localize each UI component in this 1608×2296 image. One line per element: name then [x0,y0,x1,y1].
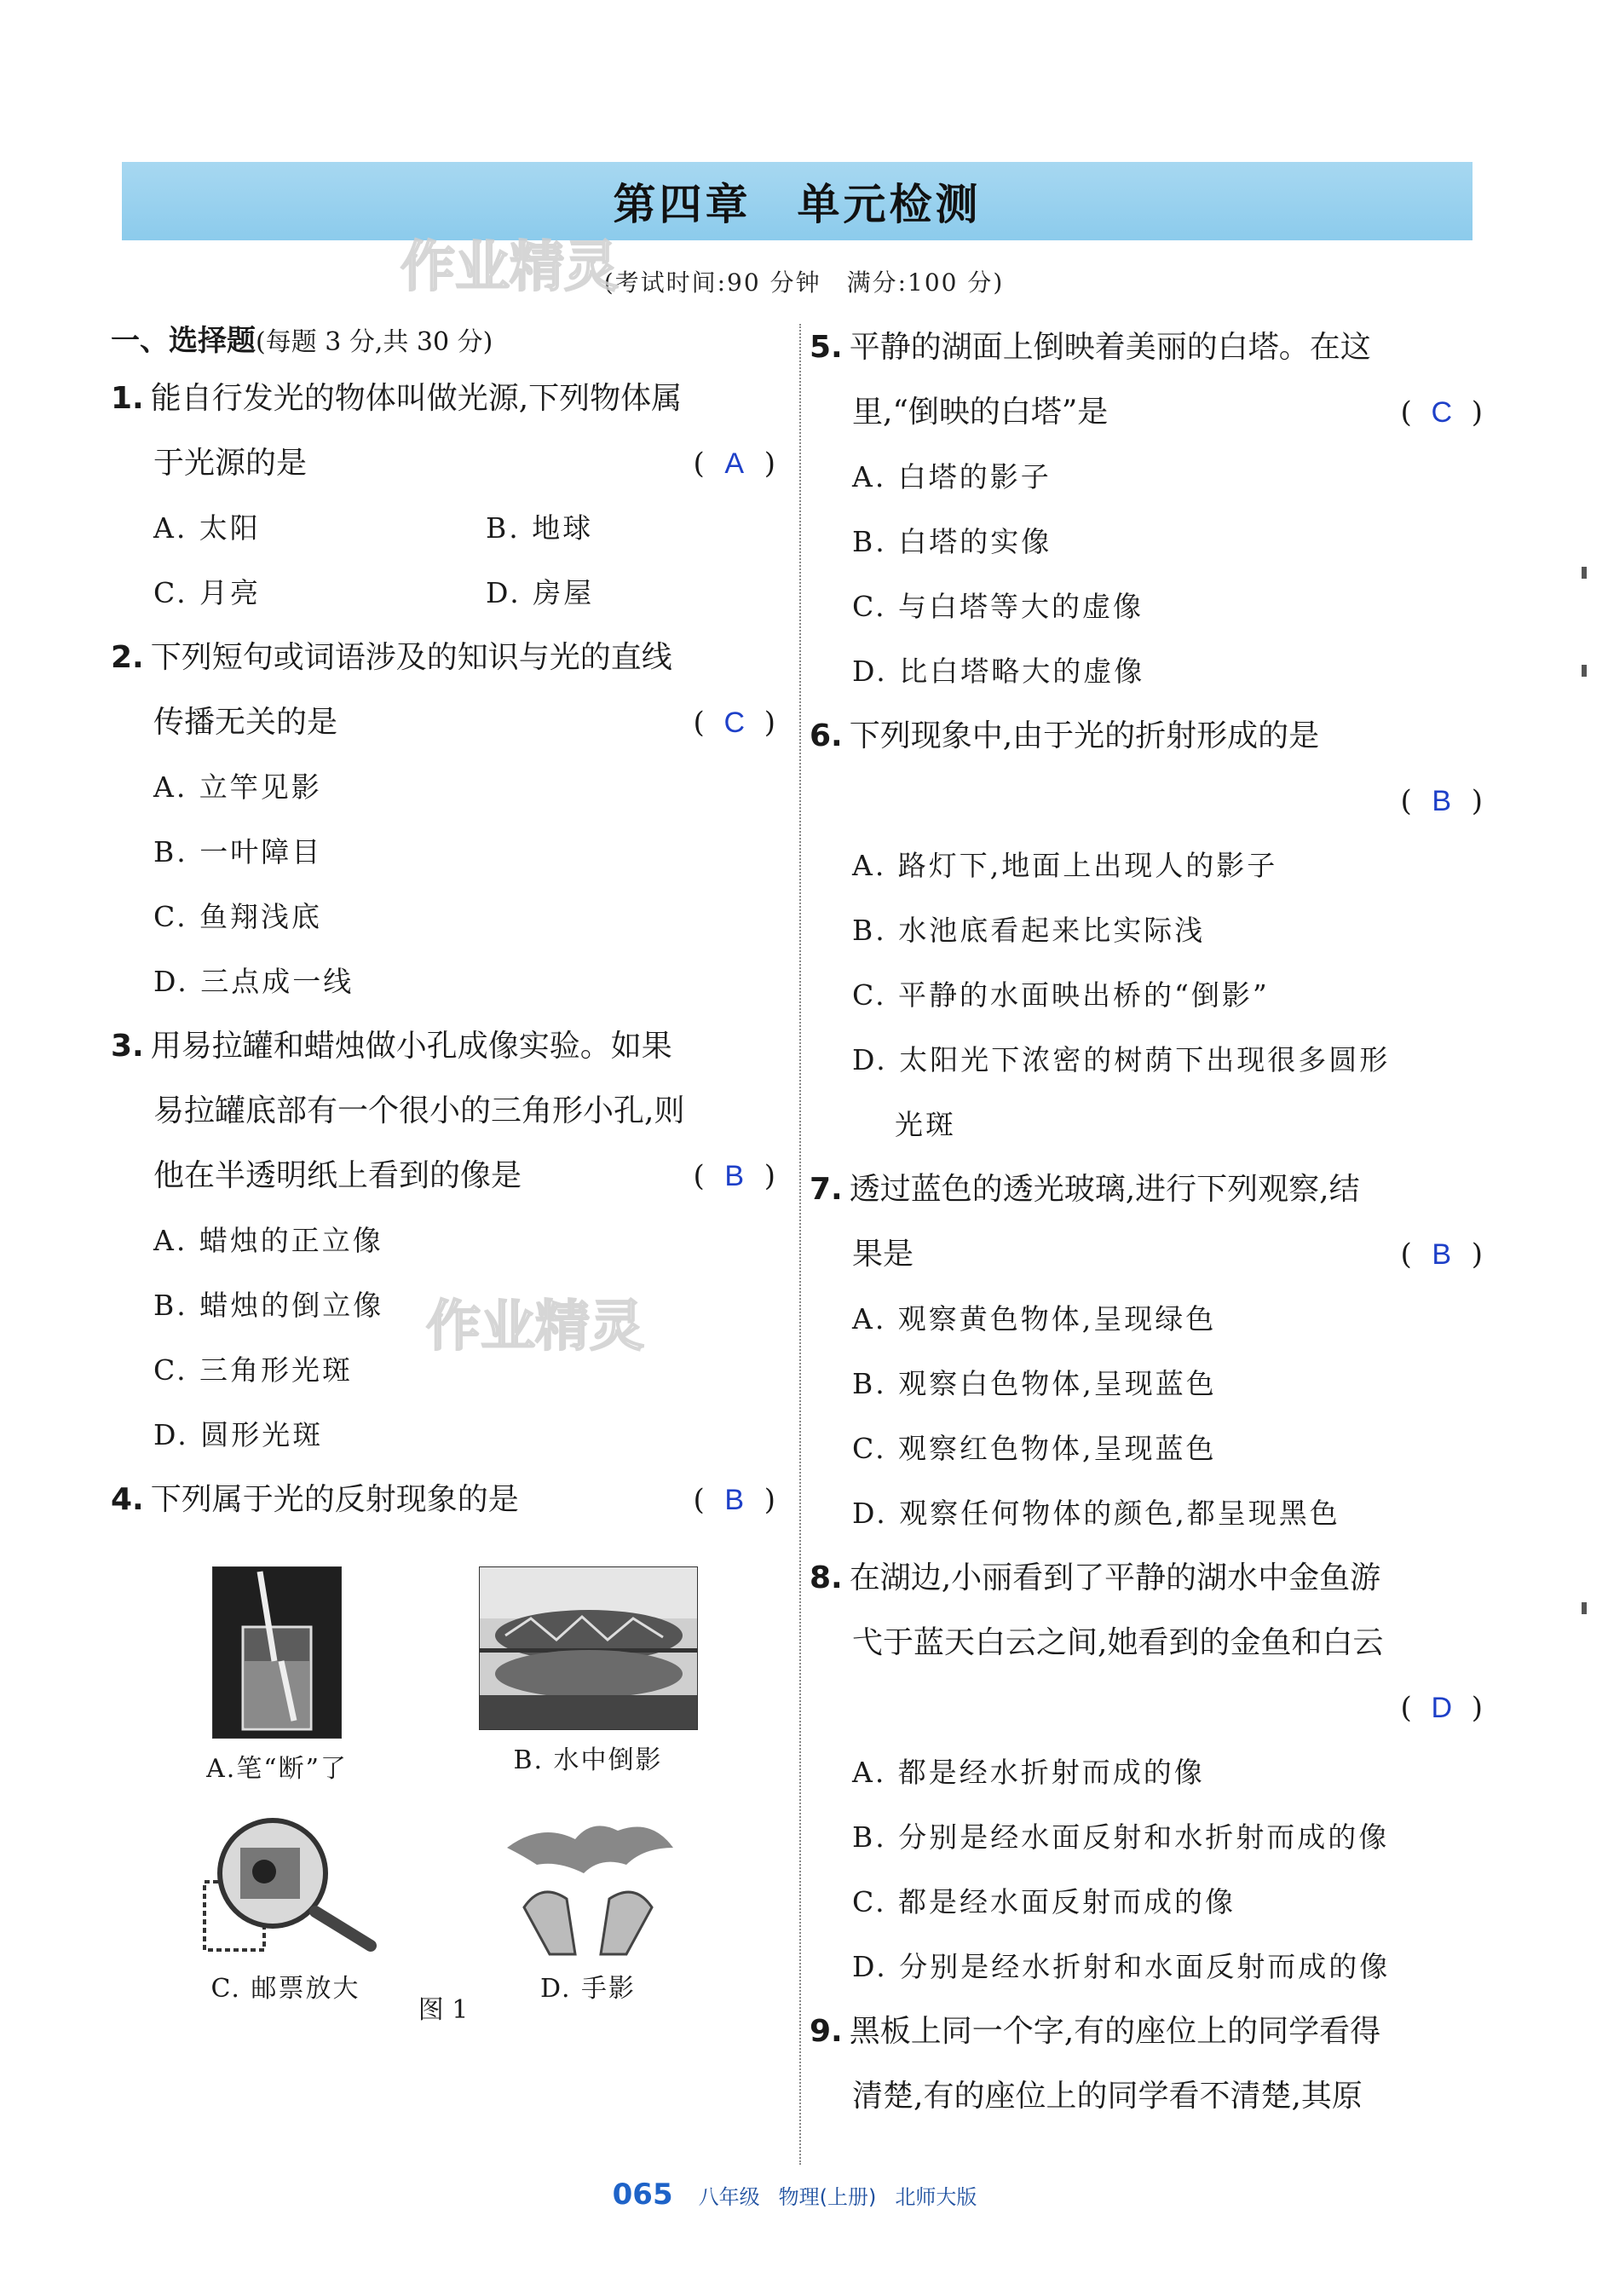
pen-in-water-image [212,1566,342,1739]
footer-grade: 八年级 [698,2185,760,2209]
question-line [111,1079,775,1144]
question-line [810,1157,1483,1222]
option-a: A. 路灯下,地面上出现人的影子 [852,849,1278,882]
question-text: 清楚,有的座位上的同学看不清楚,其原 [852,2079,1363,2114]
watermark-middle: 作业精灵 [426,1295,644,1359]
paren-open: ( [693,1159,705,1193]
option-c: C. 鱼翔浅底 [153,900,323,933]
question-number: 9. [810,2014,843,2049]
question-text: 下列现象中,由于光的折射形成的是 [849,718,1320,753]
right-column [810,315,1483,2129]
question-text: 透过蓝色的透光玻璃,进行下列观察,结 [849,1172,1360,1207]
question-line [111,431,775,496]
option-a: A. 白塔的影子 [852,460,1052,493]
question-line [810,380,1483,445]
question-number: 3. [111,1029,144,1064]
figure-item-d [486,1814,690,2006]
question-line [810,1546,1483,1611]
figure-caption-d: D. 手影 [539,1974,637,2004]
left-column [111,315,775,2027]
question-line [810,1222,1483,1287]
question-number: 4. [111,1482,144,1517]
figure-item-b [469,1566,707,1778]
question-text: 下列短句或词语涉及的知识与光的直线 [150,640,672,675]
answer-letter: B [724,1484,745,1516]
question-6 [810,704,1483,1157]
question-text: 里,“倒映的白塔”是 [852,395,1109,430]
option-d: D. 观察任何物体的颜色,都呈现黑色 [852,1497,1340,1530]
answer-letter: B [724,1160,745,1192]
paren-open: ( [1400,1237,1412,1272]
answer-letter: B [1432,785,1452,817]
option-b: B. 分别是经水面反射和水折射而成的像 [852,1820,1390,1854]
question-text: 弋于蓝天白云之间,她看到的金鱼和白云 [852,1625,1384,1660]
paren-close: ) [764,447,775,481]
answer-letter: B [1432,1238,1452,1271]
question-number: 5. [810,330,843,365]
question-text: 他在半透明纸上看到的像是 [153,1158,522,1193]
figure-caption-c: C. 邮票放大 [210,1974,360,2004]
figure-item-c [179,1814,392,2006]
option-b: B. 水池底看起来比实际浅 [852,914,1206,947]
water-reflection-image [479,1566,698,1730]
figure-caption-a: A.笔“断”了 [206,1754,348,1784]
question-text: 下列属于光的反射现象的是 [150,1482,519,1517]
question-line [810,315,1483,380]
question-2 [111,626,775,1014]
question-line [111,1468,775,1532]
question-number: 2. [111,640,144,675]
question-text: 传播无关的是 [153,705,338,740]
page-number: 065 [612,2178,673,2212]
question-5 [810,315,1483,704]
option-d: D. 三点成一线 [153,965,354,998]
question-line [810,1999,1483,2064]
option-a: A. 都是经水折射而成的像 [852,1756,1205,1789]
answer-letter: C [723,707,746,739]
page-footer [0,2178,1608,2212]
option-c: C. 月亮 [153,576,262,609]
option-d: D. 比白塔略大的虚像 [852,655,1145,688]
question-text: 在湖边,小丽看到了平静的湖水中金鱼游 [849,1560,1381,1595]
option-d: D. 太阳光下浓密的树荫下出现很多圆形 [852,1043,1391,1076]
answer-box [1400,380,1483,445]
option-a: A. 立竿见影 [153,770,322,804]
question-8 [810,1546,1483,1999]
paren-close: ) [764,1159,775,1193]
answer-box [693,1468,775,1532]
option-b: B. 地球 [486,511,594,545]
question-number: 1. [111,381,144,416]
option-d: D. 圆形光斑 [153,1418,324,1451]
question-line [810,1676,1483,1740]
paren-open: ( [1400,784,1412,818]
question-9 [810,1999,1483,2129]
option-c: C. 三角形光斑 [153,1353,354,1387]
answer-box [693,690,775,755]
question-text: 易拉罐底部有一个很小的三角形小孔,则 [153,1093,685,1128]
question-text: 黑板上同一个字,有的座位上的同学看得 [849,2014,1381,2049]
title-band [122,162,1473,240]
question-line [810,769,1483,834]
option-d: D. 房屋 [486,576,595,609]
paren-open: ( [693,1483,705,1517]
figure-item-a [179,1566,375,1786]
question-line [810,2064,1483,2129]
question-number: 6. [810,718,843,753]
answer-box [1400,1676,1483,1740]
question-text: 用易拉罐和蜡烛做小孔成像实验。如果 [150,1029,672,1064]
answer-box [693,431,775,496]
section-note: (每题 3 分,共 30 分) [256,327,493,357]
magnifier-stamp-image [187,1814,383,1959]
figure-caption-b: B. 水中倒影 [513,1745,663,1775]
paren-open: ( [1400,395,1412,430]
question-number: 8. [810,1560,843,1595]
section-title [111,315,775,366]
option-b: B. 一叶障目 [153,835,323,868]
question-3 [111,1014,775,1468]
paren-close: ) [1471,395,1483,430]
question-text: 果是 [852,1237,914,1272]
answer-letter: D [1431,1692,1453,1724]
option-row [111,496,775,561]
option-c: C. 与白塔等大的虚像 [852,590,1144,623]
paren-close: ) [1471,1237,1483,1272]
option-b: B. 蜡烛的倒立像 [153,1289,384,1322]
option-a: A. 太阳 [153,511,261,545]
answer-box [693,1144,775,1209]
option-c: C. 观察红色物体,呈现蓝色 [852,1432,1217,1465]
hand-shadow-image [490,1814,686,1959]
footer-subject: 物理(上册) [778,2185,877,2209]
paren-close: ) [764,706,775,740]
answer-letter: A [724,447,745,480]
option-a: A. 蜡烛的正立像 [153,1224,383,1257]
question-1 [111,366,775,626]
answer-letter: C [1431,396,1453,429]
paren-close: ) [1471,784,1483,818]
question-text: 能自行发光的物体叫做光源,下列物体属 [150,381,683,416]
edge-mark [1582,665,1587,677]
paren-close: ) [1471,1691,1483,1725]
page-title: 第四章 单元检测 [613,180,982,229]
watermark-top: 作业精灵 [401,236,619,299]
paren-open: ( [693,447,705,481]
question-number: 7. [810,1172,843,1207]
option-c: C. 平静的水面映出桥的“倒影” [852,978,1270,1012]
question-line [111,690,775,755]
option-c: C. 都是经水面反射而成的像 [852,1885,1236,1918]
question-line [810,1611,1483,1676]
option-b: B. 白塔的实像 [852,525,1052,558]
question-line [111,626,775,690]
section-heading: 一、选择题 [111,324,256,358]
edge-mark [1582,1602,1587,1614]
exam-info: (考试时间:90 分钟 满分:100 分) [603,268,1005,297]
footer-edition: 北师大版 [895,2185,977,2209]
answer-box [1400,769,1483,834]
option-a: A. 观察黄色物体,呈现绿色 [852,1302,1217,1335]
edge-mark [1582,567,1587,579]
paren-open: ( [693,706,705,740]
question-line [810,704,1483,769]
figure-label: 图 1 [418,1995,469,2025]
figure-1 [111,1549,775,2027]
question-line [111,1014,775,1079]
question-line [111,1144,775,1209]
question-line [111,366,775,431]
column-divider [799,324,801,2165]
question-text: 于光源的是 [153,446,308,481]
question-text: 平静的湖面上倒映着美丽的白塔。在这 [849,330,1371,365]
question-4 [111,1468,775,2027]
option-row [111,561,775,626]
option-b: B. 观察白色物体,呈现蓝色 [852,1367,1217,1400]
answer-box [1400,1222,1483,1287]
option-d: D. 分别是经水折射和水面反射而成的像 [852,1950,1391,1983]
paren-open: ( [1400,1691,1412,1725]
paren-close: ) [764,1483,775,1517]
question-7 [810,1157,1483,1546]
option-d-continuation: 光斑 [895,1108,956,1141]
